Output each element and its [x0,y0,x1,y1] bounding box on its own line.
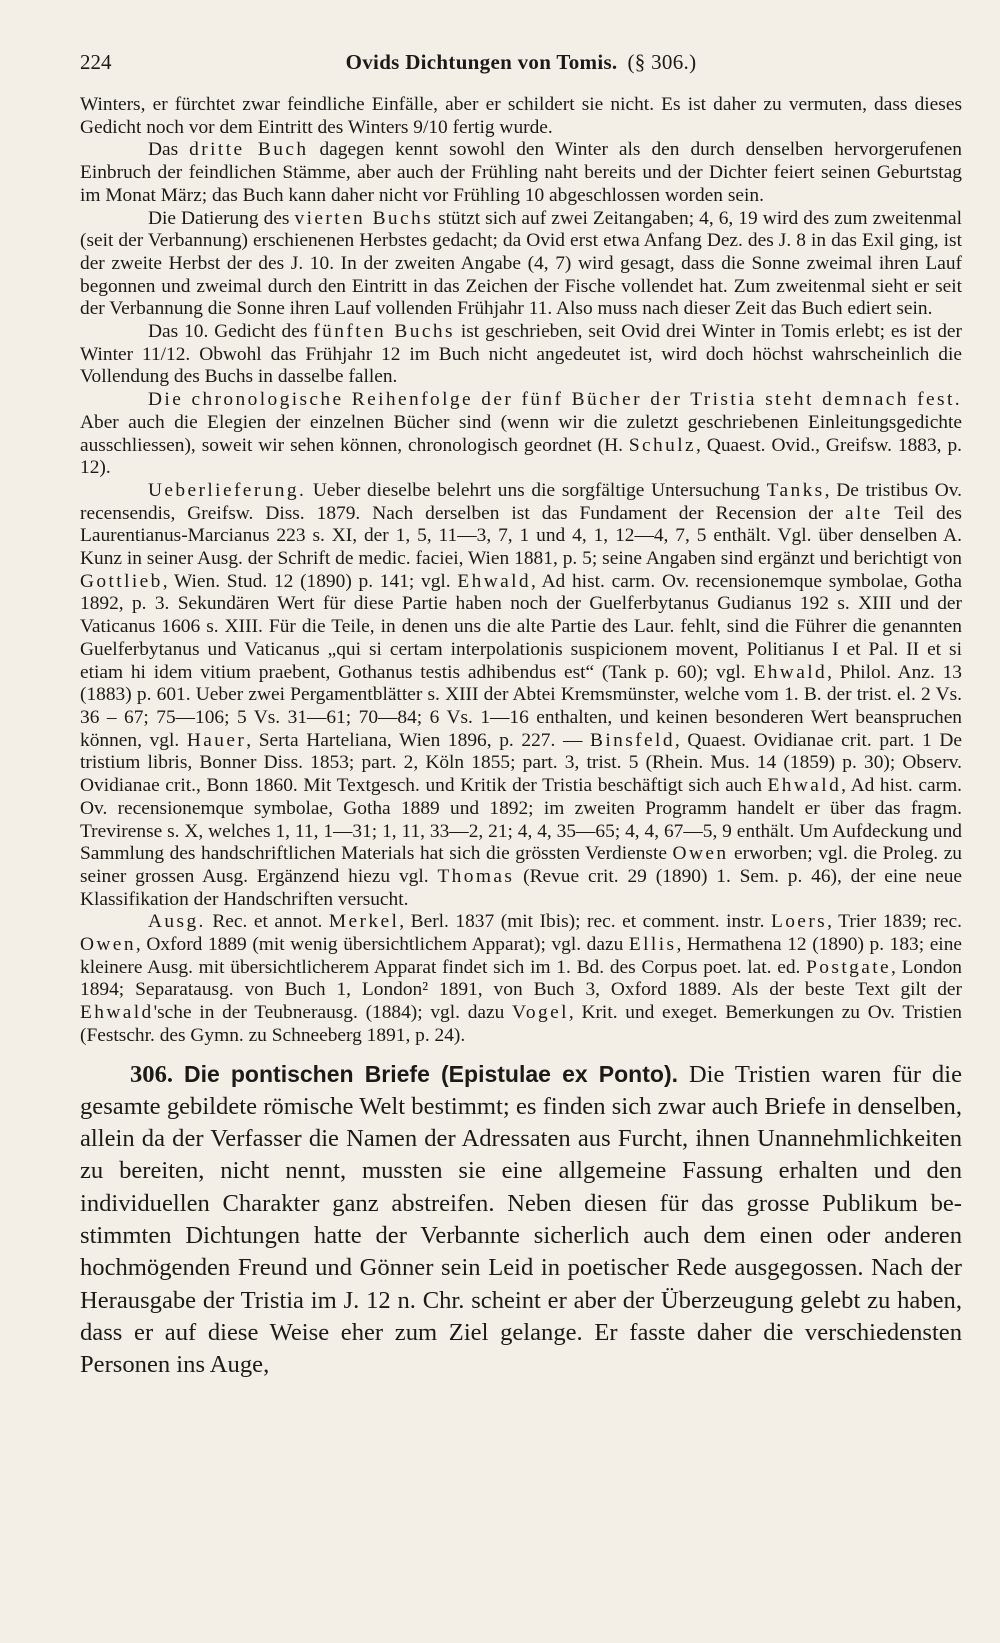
text: Teil des Laurentianus-Marcianus 223 s. XI, der 1, 5, 11—3, 7, 1 und 4, 1, 12—4, 7, 5 enthält. Vgl. über denselben A. Kunz in seiner Ausg. der Schrift de medic. faciei, Wien 1881, p. 5; seine Angaben sind ergänzt und berichtigt von [80,502,962,570]
paragraph-chronology [80,389,962,480]
paragraph-fourth-book [80,208,962,322]
text: , Oxford 1889 (mit wenig übersichtlichem Apparat); vgl. dazu [135,934,629,956]
spaced-name: Ehwald [80,1002,154,1024]
spaced-name: Ehwald [767,775,842,797]
text: , Serta Harteliana, Wien 1896, p. 227. — [246,729,590,751]
text: , Hermathena 12 (1890) p. 183; eine kleinere Ausg. mit übersichtlicherem Apparat findet sich im 1. Bd. des Corpus poet. lat. ed. [80,934,962,978]
text: , De tristibus Ov. recensendis, Greifsw. Diss. 1879. Nach derselben ist das Fundament der Recension der [80,479,962,524]
text: , Ad hist. carm. Ov. recensionemque symbolae, Gotha 1892, p. 3. Sekundären Wert für diese Partie haben noch der Guelferbytanus Gudianus 192 s. XIII und der Vaticanus 1606 s. XIII. Für die Teile, in denen uns die alte Partie des Laur. fehlt, sind die Führer die genannten Guelferbytanus und Vaticanus „qui si certam interpolationis suspicionem movent, Politianus I et Pal. II et si etiam hi idem vitium praebent, Gothanus testis adhibendus est“ (Tank p. 60); vgl. [80,570,962,683]
page-number: 224 [80,50,112,74]
section-text: Die Tristien waren für die gesamte gebildete römische Welt bestimmt; es finden sich zwar auch Briefe in denselben, allein da der Verfasser die Namen der Adressaten aus Furcht, ihnen Unannehmlichkeiten zu bereiten, nicht nennt, mussten sie eine allgemeine Fassung erhalten und den individuellen Charakter ganz abstreifen. Neben diesen für das grosse Publikum bestimmten Dichtungen hatte der Verbannte sicherlich auch dem einen oder anderen hochmögenden Freund und Gönner sein Leid in poetischer Rede ausgegossen. Nach der Herausgabe der Tristia im J. 12 n. Chr. scheint er aber der Überzeugung gelebt zu haben, dass er auf diese Weise eher zum Ziel gelange. Er fasste daher die verschiedensten Personen ins Auge, [80,1060,962,1379]
section-title: Die pontischen Briefe (Epistulae ex Ponto). [183,1060,678,1087]
text: , Philol. Anz. 13 (1883) p. 601. Ueber zwei Pergamentblätter s. XIII der Abtei Kremsmünster, welche vom 1. B. der trist. el. 2 Vs. 36 – 67; 75—106; 5 Vs. 31—61; 70—84; 6 Vs. 1—16 enthalten, und keinen besonderen Wert beanspruchen können, vgl. [80,661,962,751]
text: 'sche in der Teubnerausg. (1884); vgl. dazu [153,1002,513,1024]
text: , Wien. Stud. 12 (1890) p. 141; vgl. [162,570,458,592]
text: Ueber dieselbe belehrt uns die sorgfältige Untersuchung [306,479,767,501]
spaced-term: alte [845,502,883,524]
text: , Quaest. Ovid., Greifsw. 1883, p. 12). [80,434,962,479]
running-title [140,50,902,75]
spaced-name: Schulz [628,434,697,456]
text: , Ad hist. carm. Ov. recensionemque symbolae, Gotha 1889 und 1892; im zweiten Programm handelt er über das fragm. Trevirense s. X, welches 1, 11, 1—31; 1, 11, 33—2, 21; 4, 4, 35—65; 4, 4, 67—5, 9 enthält. Um Aufdeckung und Sammlung des handschriftlichen Materials hat sich die grössten Verdienste [80,775,962,865]
text: Das [148,139,190,161]
spaced-term: Ausg. [148,911,206,933]
paragraph-third-book [80,139,962,207]
text: Aber auch die Elegien der einzelnen Bücher sind (wenn wir die zuletzt geschriebenen Einleitungsgedichte ausschliessen), soweit wir sehen können, chronologisch geordnet (H. [80,411,962,456]
text: Rec. et annot. [205,911,329,933]
spaced-name: Owen [80,934,136,956]
section-number: 306. [130,1060,174,1088]
small-print-body [80,94,962,1048]
spaced-name: Thomas [437,865,515,887]
section-306 [80,1058,962,1382]
text: ist geschrieben, seit Ovid drei Winter in Tomis erlebt; es ist der Winter 11/12. Obwohl das Frühjahr 12 im Buch nicht angedeutet ist, wird doch höchst wahrscheinlich die Vollendung des Buchs in dasselbe fallen. [80,321,962,388]
spaced-name: Ellis [628,934,677,956]
spaced-term: dritte Buch [189,139,309,161]
text: stützt sich auf zwei Zeitangaben; 4, 6, 19 wird des zum zweitenmal (seit der Verbannung) erschienenen Herbstes gedacht; da Ovid erst etwa Anfang Dez. des J. 8 in das Exil ging, ist der zweite Herbst der des J. 10. In der zweiten Angabe (4, 7) wird gesagt, dass die Sonne zweimal ihren Lauf begonnen und zweimal durch den Eintritt in das Zeichen der Fische vollendet hat. Zum zweitenmal sieht er seit der Verbannung die Sonne ihren Lauf vollenden Frühjahr 11. Also muss nach dieser Zeit das Buch ediert sein. [80,207,962,320]
text: erworben; vgl. die Proleg. zu seiner grossen Ausg. Ergänzend hiezu vgl. [80,843,962,887]
spaced-name: Merkel [328,911,400,933]
spaced-name: Postgate [806,956,892,978]
spaced-name: Hauer [186,729,247,751]
spaced-term: Die chronologische Reihenfolge der fünf Bücher der Tristia steht demnach fest. [148,389,962,411]
spaced-name: Owen [672,843,729,865]
spaced-name: Vogel [512,1002,569,1024]
running-title-text: Ovids Dichtungen von Tomis. [345,50,618,74]
text: , Krit. und exeget. Bemerkungen zu Ov. Tristien (Festschr. des Gymn. zu Schneeberg 1891, p. 24). [80,1002,962,1046]
paragraph-transmission [80,480,962,911]
text: , Quaest. Ovidianae crit. part. 1 De tristium libris, Bonner Diss. 1853; part. 2, Köln 1855; part. 3, trist. 5 (Rhein. Mus. 14 (1859) p. 30); Observ. Ovidianae crit., Bonn 1860. Mit Textgesch. und Kritik der Tristia beschäftigt sich auch [80,729,962,797]
text: , London 1894; Separatausg. von Buch 1, London² 1891, von Buch 3, Oxford 1889. Als der beste Text gilt der [80,956,962,1001]
text: , Berl. 1837 (mit Ibis); rec. et comment. instr. [399,911,771,933]
spaced-name: Binsfeld [590,729,675,751]
text: (Revue crit. 29 (1890) 1. Sem. p. 46), der eine neue Klassifikation der Handschriften versucht. [80,865,963,910]
text: Das 10. Gedicht des [148,321,314,343]
text: Die Datierung des [148,207,295,229]
spaced-name: Ehwald [457,570,532,592]
section-306-paragraph [80,1058,962,1382]
paragraph-editions [80,911,962,1047]
section-reference: (§ 306.) [627,50,697,74]
spaced-term: fünften Buchs [313,321,455,343]
running-head [80,50,962,94]
spaced-term: vierten Buchs [294,207,434,229]
spaced-name: Loers [770,911,828,933]
paragraph-fifth-book [80,321,962,389]
paragraph-winters: Winters, er fürchtet zwar feindliche Einfälle, aber er schildert sie nicht. Es ist daher zu vermuten, dass dieses Gedicht noch vor dem Eintritt des Winters 9/10 fertig wurde. [80,94,962,138]
text: , Trier 1839; rec. [827,911,962,933]
spaced-term: Ueberlieferung. [148,479,307,501]
spaced-name: Ehwald [753,661,828,683]
spaced-name: Tanks [766,479,825,501]
spaced-name: Gottlieb [80,570,163,592]
text: dagegen kennt sowohl den Winter als den durch denselben hervorgerufenen Einbruch der feindlichen Stämme, aber auch der Frühling naht bereits und der Dichter feiert seinen Geburtstag im Monat März; das Buch kann daher nicht vor Frühling 10 abgeschlossen worden sein. [80,139,962,206]
